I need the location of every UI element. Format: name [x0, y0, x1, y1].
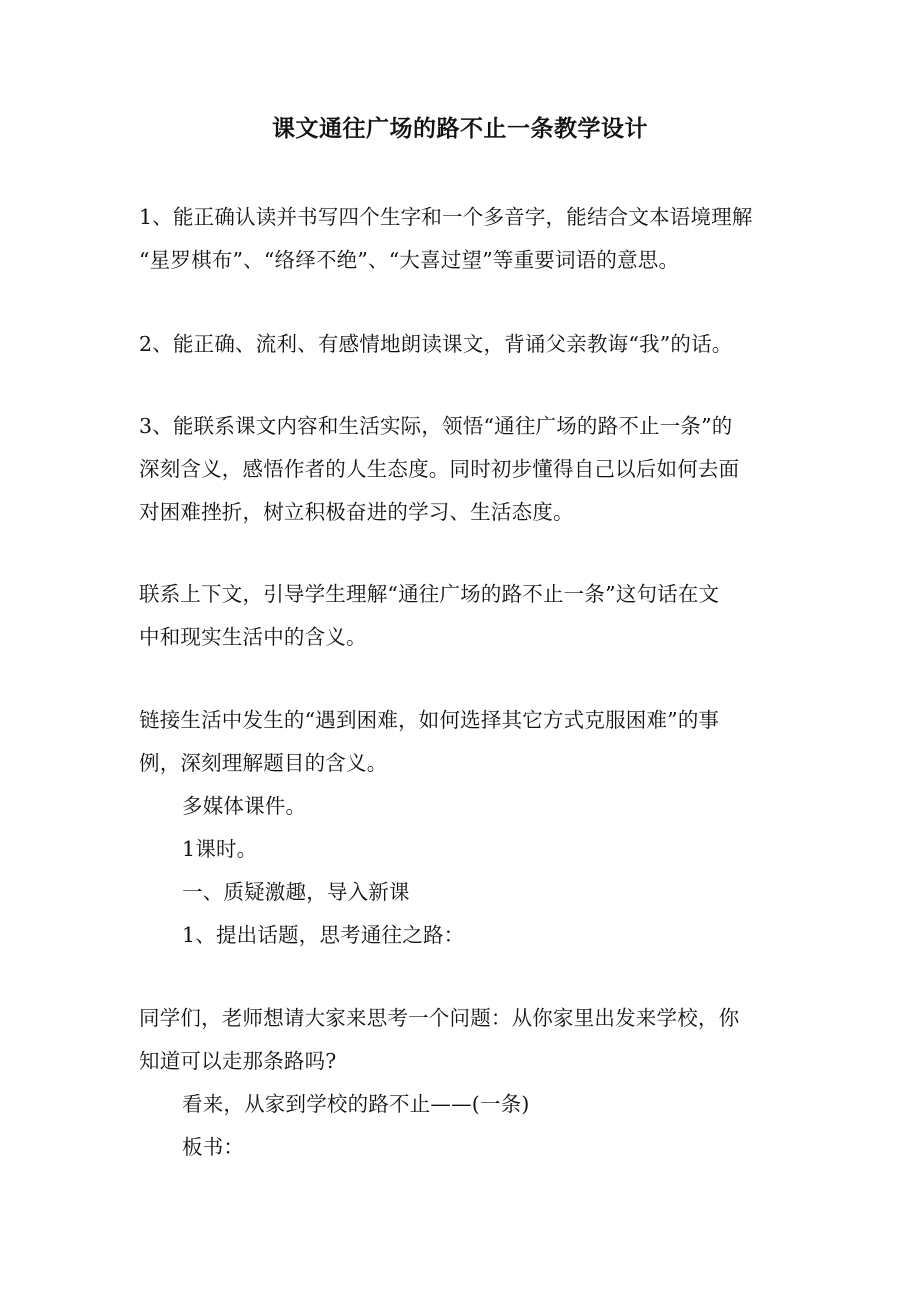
text-line: 链接生活中发生的“遇到困难，如何选择其它方式克服困难”的事: [139, 708, 720, 732]
text-line: 板书：: [182, 1135, 245, 1159]
text-line: 深刻含义，感悟作者的人生态度。同时初步懂得自己以后如何去面: [139, 457, 740, 481]
document-title: 课文通往广场的路不止一条教学设计: [272, 115, 648, 142]
text-line: “星罗棋布”、“络绎不绝”、“大喜过望”等重要词语的意思。: [139, 248, 680, 272]
text-line: 多媒体课件。: [182, 794, 307, 818]
text-line: 中和现实生活中的含义。: [139, 625, 367, 649]
text-line: 2、能正确、流利、有感情地朗读课文，背诵父亲教诲“我”的话。: [139, 332, 733, 356]
text-line: 例，深刻理解题目的含义。: [139, 751, 388, 775]
text-line: 看来，从家到学校的路不止——(一条): [182, 1092, 530, 1116]
text-line: 3、能联系课文内容和生活实际，领悟“通往广场的路不止一条”的: [139, 414, 733, 438]
text-line: 联系上下文，引导学生理解“通往广场的路不止一条”这句话在文: [139, 582, 720, 606]
text-line: 对困难挫折，树立积极奋进的学习、生活态度。: [139, 500, 574, 524]
text-line: 同学们，老师想请大家来思考一个问题：从你家里出发来学校，你: [139, 1006, 740, 1030]
text-line: 1课时。: [182, 837, 258, 861]
text-line: 知道可以走那条路吗?: [139, 1049, 337, 1073]
text-line: 1、提出话题，思考通往之路：: [182, 923, 465, 947]
section-heading: 一、质疑激趣，导入新课: [182, 880, 410, 904]
text-line: 1、能正确认读并书写四个生字和一个多音字，能结合文本语境理解: [139, 205, 753, 229]
